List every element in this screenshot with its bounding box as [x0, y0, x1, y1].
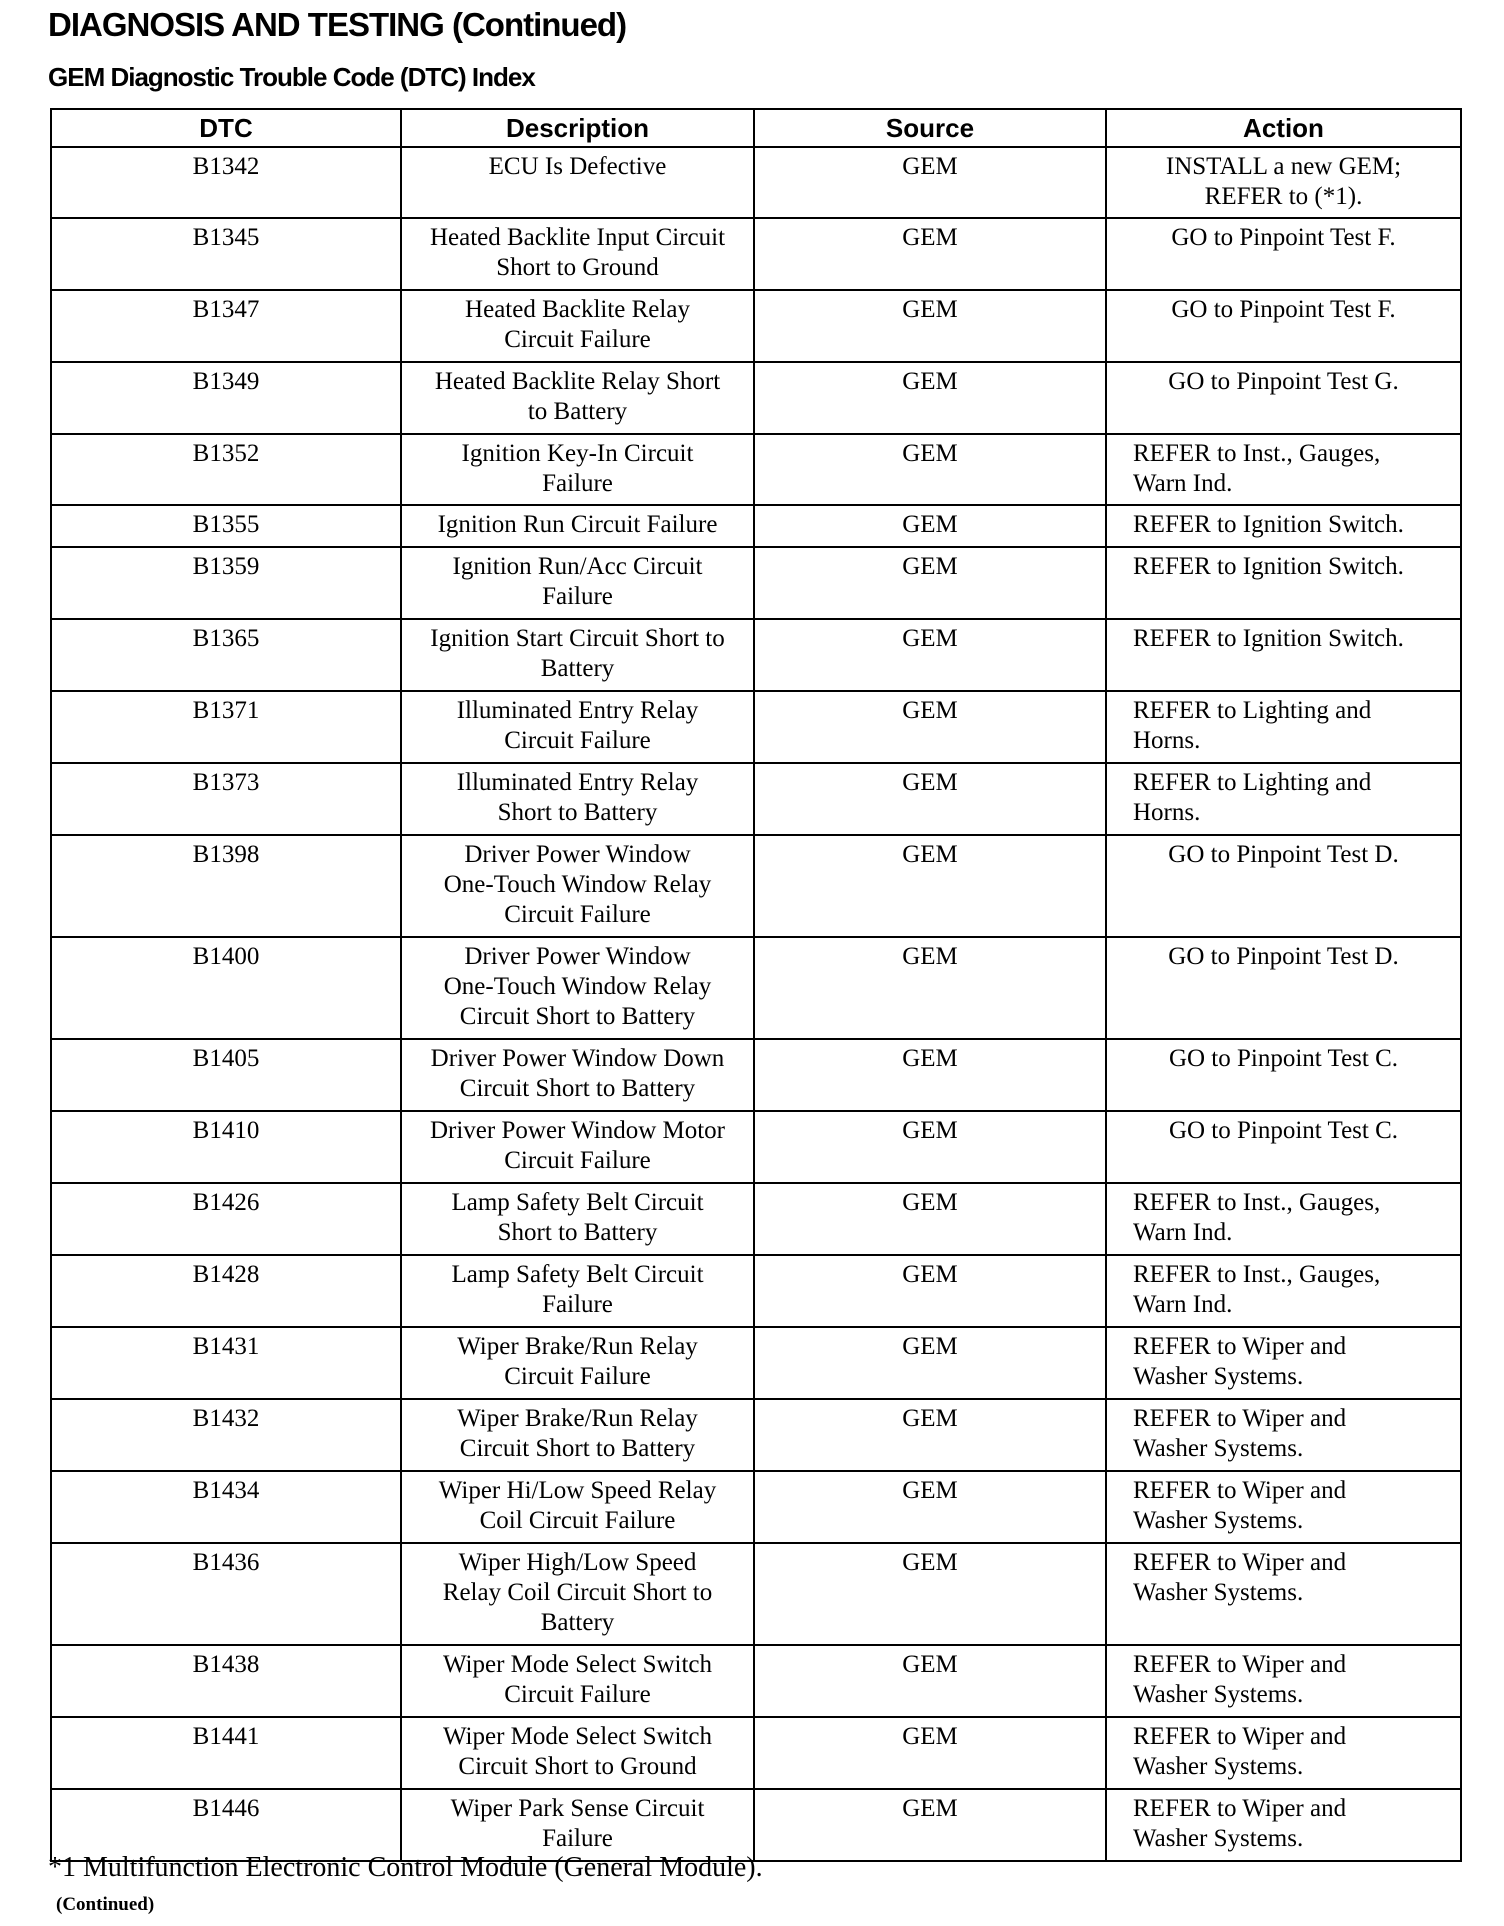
description-cell: [401, 1471, 754, 1543]
description-line: Failure: [542, 1291, 613, 1318]
action-line: Warn Ind.: [1133, 470, 1233, 497]
action-cell: [1106, 1327, 1461, 1399]
description-cell: [401, 763, 754, 835]
dtc-code-cell: B1436: [51, 1543, 401, 1645]
dtc-code-cell: B1428: [51, 1255, 401, 1327]
dtc-code-cell: B1410: [51, 1111, 401, 1183]
action-line: Horns.: [1133, 799, 1201, 826]
action-line: Washer Systems.: [1133, 1753, 1304, 1780]
dtc-code-cell: B1373: [51, 763, 401, 835]
action-line: Warn Ind.: [1133, 1291, 1233, 1318]
source-cell: GEM: [754, 547, 1106, 619]
description-line: Short to Battery: [497, 1219, 658, 1246]
action-cell: [1106, 619, 1461, 691]
action-line: GO to Pinpoint Test D.: [1168, 943, 1399, 970]
action-cell: [1106, 505, 1461, 547]
description-line: Circuit Short to Ground: [458, 1753, 697, 1780]
description-line: Wiper Park Sense Circuit: [450, 1795, 705, 1822]
dtc-code-cell: B1434: [51, 1471, 401, 1543]
description-line: ECU Is Defective: [488, 153, 667, 180]
description-line: to Battery: [527, 398, 628, 425]
dtc-code-cell: B1359: [51, 547, 401, 619]
description-line: Relay Coil Circuit Short to: [442, 1579, 713, 1606]
description-cell: [401, 691, 754, 763]
description-cell: [401, 1111, 754, 1183]
action-cell: [1106, 937, 1461, 1039]
action-line: REFER to Inst., Gauges,: [1133, 1261, 1381, 1288]
source-cell: GEM: [754, 505, 1106, 547]
description-line: Ignition Run Circuit Failure: [437, 511, 718, 538]
action-line: GO to Pinpoint Test F.: [1171, 224, 1396, 251]
source-cell: GEM: [754, 835, 1106, 937]
table-header-row: [51, 109, 1461, 147]
table-row: [51, 434, 1461, 505]
action-cell: [1106, 1183, 1461, 1255]
column-header-source: Source: [754, 109, 1106, 147]
description-cell: [401, 1717, 754, 1789]
dtc-code-cell: B1400: [51, 937, 401, 1039]
action-line: REFER to Lighting and: [1133, 697, 1372, 724]
action-line: Washer Systems.: [1133, 1825, 1304, 1852]
dtc-code-cell: B1438: [51, 1645, 401, 1717]
dtc-code-cell: B1355: [51, 505, 401, 547]
action-line: Warn Ind.: [1133, 1219, 1233, 1246]
table-row: [51, 1717, 1461, 1789]
description-line: Wiper Brake/Run Relay: [457, 1405, 698, 1432]
dtc-code-cell: B1352: [51, 434, 401, 505]
description-line: Illuminated Entry Relay: [456, 769, 699, 796]
table-row: [51, 218, 1461, 290]
source-cell: GEM: [754, 147, 1106, 218]
description-cell: [401, 218, 754, 290]
source-cell: GEM: [754, 290, 1106, 362]
action-line: GO to Pinpoint Test C.: [1168, 1117, 1399, 1144]
dtc-code-cell: B1431: [51, 1327, 401, 1399]
description-cell: [401, 1399, 754, 1471]
table-row: [51, 1645, 1461, 1717]
action-cell: [1106, 1255, 1461, 1327]
action-cell: [1106, 1789, 1461, 1861]
dtc-code-cell: B1398: [51, 835, 401, 937]
description-line: Illuminated Entry Relay: [456, 697, 699, 724]
table-row: [51, 835, 1461, 937]
action-line: GO to Pinpoint Test D.: [1168, 841, 1399, 868]
source-cell: GEM: [754, 1717, 1106, 1789]
description-line: Wiper Mode Select Switch: [442, 1723, 713, 1750]
table-row: [51, 1111, 1461, 1183]
action-cell: [1106, 1543, 1461, 1645]
table-row: [51, 1399, 1461, 1471]
action-line: Washer Systems.: [1133, 1681, 1304, 1708]
source-cell: GEM: [754, 691, 1106, 763]
action-line: REFER to Ignition Switch.: [1133, 553, 1404, 580]
dtc-code-cell: B1342: [51, 147, 401, 218]
table-row: [51, 1789, 1461, 1861]
action-line: REFER to Ignition Switch.: [1133, 511, 1404, 538]
source-cell: GEM: [754, 619, 1106, 691]
table-row: [51, 147, 1461, 218]
source-cell: GEM: [754, 218, 1106, 290]
description-line: Wiper High/Low Speed: [458, 1549, 697, 1576]
description-line: Circuit Failure: [504, 1681, 651, 1708]
description-line: Circuit Failure: [504, 727, 651, 754]
action-line: REFER to Lighting and: [1133, 769, 1372, 796]
description-cell: [401, 835, 754, 937]
description-line: Circuit Short to Battery: [459, 1075, 696, 1102]
table-title: GEM Diagnostic Trouble Code (DTC) Index: [48, 62, 535, 92]
column-header-description: Description: [401, 109, 754, 147]
description-line: Short to Battery: [497, 799, 658, 826]
description-line: Heated Backlite Relay Short: [434, 368, 721, 395]
table-row: [51, 547, 1461, 619]
action-line: REFER to Inst., Gauges,: [1133, 440, 1381, 467]
source-cell: GEM: [754, 362, 1106, 434]
action-line: REFER to (*1).: [1204, 183, 1363, 210]
table-row: [51, 763, 1461, 835]
description-line: Wiper Brake/Run Relay: [457, 1333, 698, 1360]
dtc-code-cell: B1405: [51, 1039, 401, 1111]
dtc-code-cell: B1347: [51, 290, 401, 362]
table-row: [51, 505, 1461, 547]
action-cell: [1106, 547, 1461, 619]
dtc-code-cell: B1432: [51, 1399, 401, 1471]
description-cell: [401, 1789, 754, 1861]
action-cell: [1106, 434, 1461, 505]
action-line: REFER to Wiper and: [1133, 1477, 1347, 1504]
action-line: GO to Pinpoint Test C.: [1168, 1045, 1399, 1072]
source-cell: GEM: [754, 1111, 1106, 1183]
description-cell: [401, 619, 754, 691]
description-cell: [401, 937, 754, 1039]
description-cell: [401, 1543, 754, 1645]
action-cell: [1106, 1645, 1461, 1717]
dtc-code-cell: B1426: [51, 1183, 401, 1255]
dtc-code-cell: B1345: [51, 218, 401, 290]
dtc-code-cell: B1441: [51, 1717, 401, 1789]
action-cell: [1106, 362, 1461, 434]
action-line: REFER to Wiper and: [1133, 1723, 1347, 1750]
source-cell: GEM: [754, 1471, 1106, 1543]
action-line: REFER to Wiper and: [1133, 1405, 1347, 1432]
action-line: Washer Systems.: [1133, 1507, 1304, 1534]
action-line: INSTALL a new GEM;: [1165, 153, 1402, 180]
description-line: Driver Power Window: [464, 943, 691, 970]
action-line: Horns.: [1133, 727, 1201, 754]
source-cell: GEM: [754, 434, 1106, 505]
description-line: Wiper Hi/Low Speed Relay: [438, 1477, 717, 1504]
description-line: One-Touch Window Relay: [443, 871, 712, 898]
table-body: [51, 147, 1461, 1861]
source-cell: GEM: [754, 1183, 1106, 1255]
description-line: Circuit Short to Battery: [459, 1435, 696, 1462]
table-row: [51, 937, 1461, 1039]
action-cell: [1106, 1399, 1461, 1471]
table-row: [51, 1543, 1461, 1645]
action-cell: [1106, 218, 1461, 290]
action-line: REFER to Wiper and: [1133, 1651, 1347, 1678]
action-line: GO to Pinpoint Test F.: [1171, 296, 1396, 323]
description-line: Failure: [542, 583, 613, 610]
column-header-action: Action: [1106, 109, 1461, 147]
description-line: Short to Ground: [496, 254, 659, 281]
description-line: Lamp Safety Belt Circuit: [451, 1189, 704, 1216]
description-line: Battery: [540, 655, 615, 682]
description-line: Driver Power Window Down: [430, 1045, 725, 1072]
description-line: Circuit Failure: [504, 326, 651, 353]
description-line: Ignition Run/Acc Circuit: [452, 553, 703, 580]
action-line: REFER to Wiper and: [1133, 1795, 1347, 1822]
table-row: [51, 1183, 1461, 1255]
action-cell: [1106, 290, 1461, 362]
table-row: [51, 1327, 1461, 1399]
description-cell: [401, 434, 754, 505]
action-line: Washer Systems.: [1133, 1435, 1304, 1462]
description-line: Driver Power Window: [464, 841, 691, 868]
description-cell: [401, 1645, 754, 1717]
action-cell: [1106, 1717, 1461, 1789]
table-row: [51, 619, 1461, 691]
dtc-code-cell: B1349: [51, 362, 401, 434]
source-cell: GEM: [754, 1789, 1106, 1861]
description-cell: [401, 290, 754, 362]
action-cell: [1106, 763, 1461, 835]
source-cell: GEM: [754, 1543, 1106, 1645]
table-row: [51, 1255, 1461, 1327]
description-line: Driver Power Window Motor: [429, 1117, 726, 1144]
source-cell: GEM: [754, 1399, 1106, 1471]
description-cell: [401, 1327, 754, 1399]
action-line: REFER to Ignition Switch.: [1133, 625, 1404, 652]
description-cell: [401, 547, 754, 619]
table-row: [51, 362, 1461, 434]
column-header-dtc: DTC: [51, 109, 401, 147]
description-cell: [401, 147, 754, 218]
action-cell: [1106, 1471, 1461, 1543]
table-row: [51, 691, 1461, 763]
table-row: [51, 1471, 1461, 1543]
source-cell: GEM: [754, 763, 1106, 835]
source-cell: GEM: [754, 937, 1106, 1039]
action-line: GO to Pinpoint Test G.: [1168, 368, 1399, 395]
description-line: Failure: [542, 470, 613, 497]
description-line: Circuit Failure: [504, 1147, 651, 1174]
description-cell: [401, 1039, 754, 1111]
action-line: Washer Systems.: [1133, 1363, 1304, 1390]
action-line: Washer Systems.: [1133, 1579, 1304, 1606]
dtc-index-table: [50, 108, 1462, 1862]
action-cell: [1106, 1111, 1461, 1183]
source-cell: GEM: [754, 1255, 1106, 1327]
table-row: [51, 1039, 1461, 1111]
action-line: REFER to Inst., Gauges,: [1133, 1189, 1381, 1216]
source-cell: GEM: [754, 1645, 1106, 1717]
page-title: DIAGNOSIS AND TESTING (Continued): [48, 6, 627, 43]
description-line: Heated Backlite Input Circuit: [429, 224, 726, 251]
description-cell: [401, 505, 754, 547]
source-cell: GEM: [754, 1327, 1106, 1399]
description-line: Wiper Mode Select Switch: [442, 1651, 713, 1678]
description-line: Lamp Safety Belt Circuit: [451, 1261, 704, 1288]
source-cell: GEM: [754, 1039, 1106, 1111]
description-line: Circuit Failure: [504, 901, 651, 928]
action-cell: [1106, 691, 1461, 763]
description-line: Coil Circuit Failure: [479, 1507, 676, 1534]
dtc-code-cell: B1365: [51, 619, 401, 691]
description-line: One-Touch Window Relay: [443, 973, 712, 1000]
description-line: Ignition Key-In Circuit: [461, 440, 694, 467]
action-cell: [1106, 835, 1461, 937]
description-line: Ignition Start Circuit Short to: [430, 625, 725, 652]
description-cell: [401, 1255, 754, 1327]
description-line: Battery: [540, 1609, 615, 1636]
description-line: Failure: [542, 1825, 613, 1852]
description-line: Heated Backlite Relay: [465, 296, 690, 323]
action-line: REFER to Wiper and: [1133, 1333, 1347, 1360]
action-cell: [1106, 147, 1461, 218]
continued-label: (Continued): [56, 1894, 155, 1915]
description-line: Circuit Failure: [504, 1363, 651, 1390]
description-cell: [401, 362, 754, 434]
description-cell: [401, 1183, 754, 1255]
dtc-code-cell: B1446: [51, 1789, 401, 1861]
action-cell: [1106, 1039, 1461, 1111]
footnote: *1 Multifunction Electronic Control Module (General Module).: [48, 1852, 763, 1883]
action-line: REFER to Wiper and: [1133, 1549, 1347, 1576]
description-line: Circuit Short to Battery: [459, 1003, 696, 1030]
dtc-code-cell: B1371: [51, 691, 401, 763]
table-row: [51, 290, 1461, 362]
